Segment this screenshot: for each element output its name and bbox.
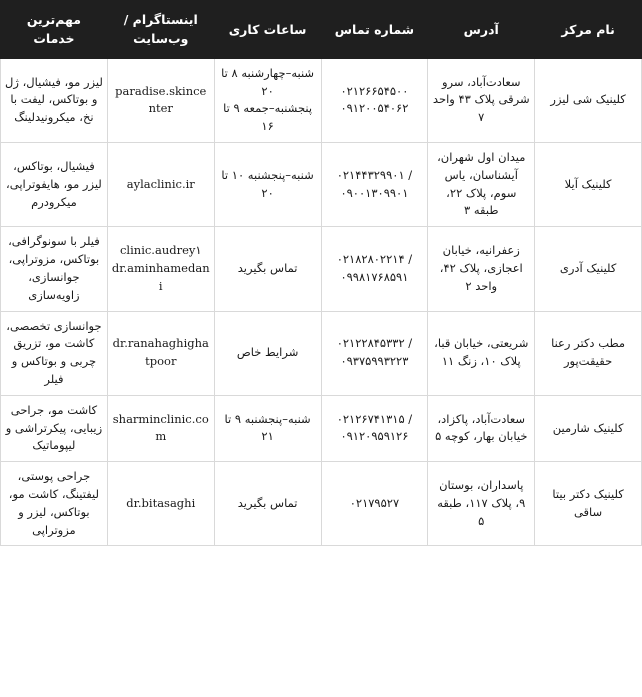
hours-line: شنبه–پنجشنبه ۱۰ تا ۲۰ — [221, 167, 314, 200]
table-row — [1, 143, 642, 227]
web-handle[interactable]: dr.ranahaghighatpoor — [112, 336, 209, 369]
web-handle[interactable]: aylaclinic.ir — [126, 176, 195, 191]
column-header-address: آدرس — [428, 1, 535, 59]
cell-phone — [321, 311, 428, 395]
cell-hours — [214, 143, 321, 227]
cell-address: سعادت‌آباد، سرو شرقی پلاک ۴۳ واحد ۷ — [428, 58, 535, 142]
phone-line: / ۰۲۱۸۲۸۰۲۲۱۴ — [336, 252, 413, 267]
hours-line: شنبه–چهارشنبه ۸ تا ۲۰ — [221, 65, 315, 98]
phone-line: ۰۹۹۸۱۷۶۸۵۹۱ — [340, 269, 409, 284]
hours-line: تماس بگیرید — [237, 495, 298, 510]
table-row — [1, 58, 642, 142]
cell-address: میدان اول شهران، آیشناسان، یاس سوم، پلاک ۲۲، طبقه ۳ — [428, 143, 535, 227]
phone-line: ۰۹۱۲۰۹۵۹۱۲۶ — [340, 429, 409, 444]
cell-clinic-name: کلینیک شارمین — [535, 395, 642, 461]
phone-line: / ۰۲۱۲۶۷۴۱۳۱۵ — [336, 411, 413, 426]
cell-phone — [321, 395, 428, 461]
cell-services: فیلر با سونوگرافی، بوتاکس، مزوتراپی، جوانسازی، زاویه‌سازی — [1, 227, 108, 311]
cell-services: لیزر مو، فیشیال، ژل و بوتاکس، لیفت با نخ، میکرونیدلینگ — [1, 58, 108, 142]
table-row — [1, 462, 642, 546]
hours-line: تماس بگیرید — [237, 260, 298, 275]
web-handle[interactable]: dr.bitasaghi — [126, 495, 196, 510]
cell-web[interactable] — [107, 227, 214, 311]
hours-line: پنجشنبه–جمعه ۹ تا ۱۶ — [223, 101, 313, 134]
phone-line: ۰۲۱۲۶۶۵۴۵۰۰ — [340, 83, 409, 98]
cell-clinic-name: کلینیک آدری — [535, 227, 642, 311]
cell-clinic-name: کلینیک آیلا — [535, 143, 642, 227]
phone-line: / ۰۲۱۴۴۳۲۹۹۰۱ — [336, 167, 413, 182]
cell-web[interactable] — [107, 58, 214, 142]
cell-hours — [214, 395, 321, 461]
web-handle[interactable]: sharminclinic.com — [112, 411, 209, 444]
cell-services: جوانسازی تخصصی، کاشت مو، تزریق چربی و بوتاکس و فیلر — [1, 311, 108, 395]
cell-web[interactable] — [107, 395, 214, 461]
cell-phone — [321, 58, 428, 142]
cell-services: جراحی پوستی، لیفتینگ، کاشت مو، بوتاکس، لیزر و مزوتراپی — [1, 462, 108, 546]
cell-clinic-name: کلینیک شی لیزر — [535, 58, 642, 142]
cell-web[interactable] — [107, 462, 214, 546]
cell-address: شریعتی، خیابان قبا، پلاک ۱۰، زنگ ۱۱ — [428, 311, 535, 395]
cell-hours — [214, 58, 321, 142]
cell-phone — [321, 462, 428, 546]
table-body — [1, 58, 642, 546]
table-row — [1, 395, 642, 461]
cell-services: کاشت مو، جراحی زیبایی، پیکرتراشی و لیپوماتیک — [1, 395, 108, 461]
column-header-name: نام مرکز — [535, 1, 642, 59]
cell-phone — [321, 143, 428, 227]
phone-line: ۰۹۳۷۵۹۹۳۲۲۳ — [340, 354, 409, 369]
web-handle[interactable]: paradise.skincenter — [115, 83, 207, 116]
web-handle[interactable]: dr.aminhamedani — [111, 260, 210, 293]
cell-address: پاسداران، بوستان ۹، پلاک ۱۱۷، طبقه ۵ — [428, 462, 535, 546]
cell-clinic-name: کلینیک دکتر بیتا ساقی — [535, 462, 642, 546]
cell-hours — [214, 311, 321, 395]
cell-hours — [214, 227, 321, 311]
phone-line: ۰۹۰۰۱۳۰۹۹۰۱ — [340, 185, 409, 200]
cell-phone — [321, 227, 428, 311]
phone-line: / ۰۲۱۲۲۸۴۵۳۳۲ — [336, 336, 413, 351]
cell-web[interactable] — [107, 311, 214, 395]
cell-services: فیشیال، بوتاکس، لیزر مو، هایفوتراپی، میکرودرم — [1, 143, 108, 227]
cell-hours — [214, 462, 321, 546]
column-header-phone: شماره تماس — [321, 1, 428, 59]
hours-line: شنبه–پنجشنبه ۹ تا ۲۱ — [224, 411, 311, 444]
cell-web[interactable] — [107, 143, 214, 227]
cell-clinic-name: مطب دکتر رعنا حقیقت‌پور — [535, 311, 642, 395]
column-header-web: اینستاگرام / وب‌سایت — [107, 1, 214, 59]
column-header-hours: ساعات کاری — [214, 1, 321, 59]
phone-line: ۰۹۱۲۰۰۵۴۰۶۲ — [340, 101, 409, 116]
table-header — [1, 1, 642, 59]
table-header-row — [1, 1, 642, 59]
web-handle[interactable]: clinic.audrey۱ — [119, 243, 202, 258]
hours-line: شرایط خاص — [236, 345, 299, 360]
phone-line: ۰۲۱۷۹۵۲۷ — [349, 495, 400, 510]
table-row — [1, 227, 642, 311]
column-header-services: مهم‌ترین خدمات — [1, 1, 108, 59]
table-row — [1, 311, 642, 395]
cell-address: سعادت‌آباد، پاکزاد، خیابان بهار، کوچه ۵ — [428, 395, 535, 461]
cell-address: زعفرانیه، خیابان اعجازی، پلاک ۴۲، واحد ۲ — [428, 227, 535, 311]
